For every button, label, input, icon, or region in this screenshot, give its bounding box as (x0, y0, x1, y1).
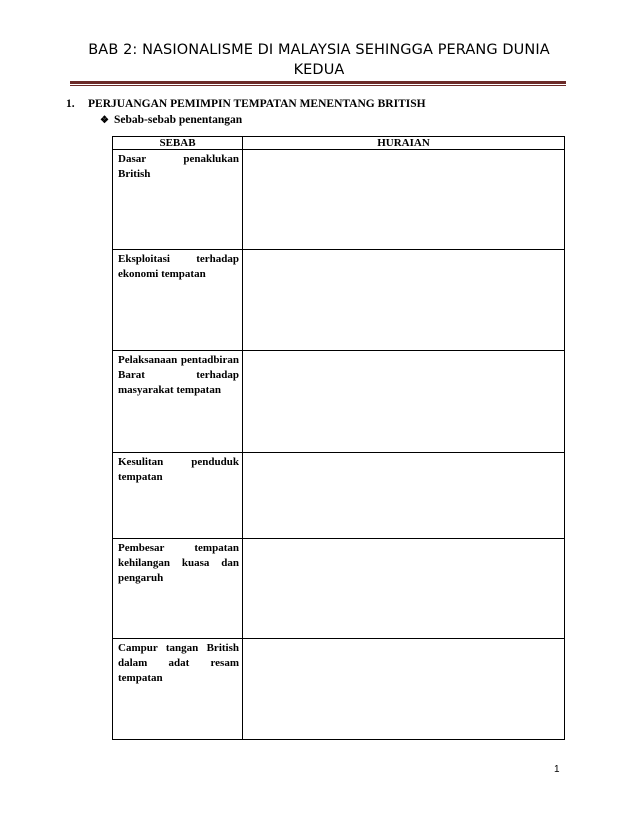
sebab-cell (113, 453, 243, 539)
huraian-cell[interactable] (243, 453, 565, 539)
subheading (100, 114, 242, 126)
huraian-cell[interactable] (243, 250, 565, 351)
sebab-cell (113, 351, 243, 453)
header-rule-thin (70, 85, 566, 86)
section-number: 1. (66, 98, 75, 110)
sebab-text: Dasar penaklukan British (118, 153, 239, 180)
huraian-cell[interactable] (243, 150, 565, 250)
section-heading (66, 98, 426, 110)
sebab-text: Pelaksanaan pentadbiran Barat terhadap masyarakat tempatan (118, 354, 239, 396)
sebab-table (112, 136, 565, 740)
table-row (113, 250, 565, 351)
table-row (113, 150, 565, 250)
huraian-cell[interactable] (243, 639, 565, 740)
section-title: PERJUANGAN PEMIMPIN TEMPATAN MENENTANG BRITISH (88, 98, 426, 110)
sebab-cell (113, 639, 243, 740)
table-row (113, 639, 565, 740)
sebab-cell (113, 150, 243, 250)
sebab-text: Campur tangan British dalam adat resam tempatan (118, 642, 239, 684)
huraian-cell[interactable] (243, 351, 565, 453)
table-row (113, 539, 565, 639)
table-row (113, 351, 565, 453)
sebab-cell (113, 250, 243, 351)
sebab-text: Kesulitan penduduk tempatan (118, 456, 239, 483)
sebab-text: Eksploitasi terhadap ekonomi tempatan (118, 253, 239, 280)
sebab-text: Pembesar tempatan kehilangan kuasa dan pengaruh (118, 542, 239, 584)
header-rule (70, 81, 566, 84)
chapter-title: BAB 2: NASIONALISME DI MALAYSIA SEHINGGA PERANG DUNIA KEDUA (88, 42, 550, 78)
sebab-cell (113, 539, 243, 639)
huraian-cell[interactable] (243, 539, 565, 639)
diamond-bullet-icon: ❖ (100, 115, 109, 126)
column-header-huraian: HURAIAN (243, 137, 565, 150)
table-row (113, 453, 565, 539)
subheading-text: Sebab-sebab penentangan (114, 114, 243, 126)
table-header-row (113, 137, 565, 150)
column-header-sebab: SEBAB (113, 137, 243, 150)
page-number: 1 (554, 764, 560, 775)
